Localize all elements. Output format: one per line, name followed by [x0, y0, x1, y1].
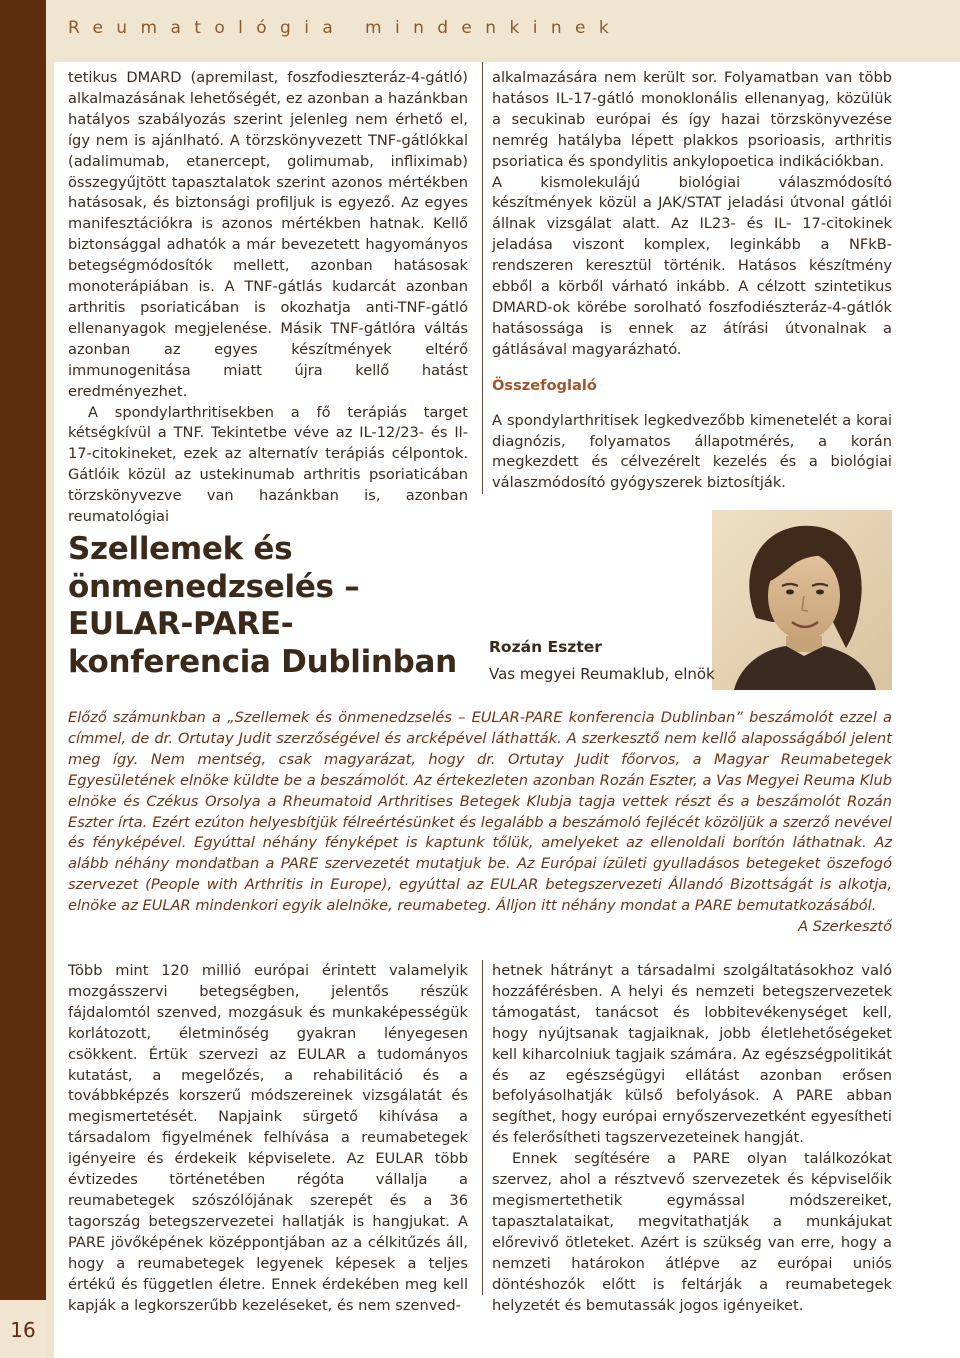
- bottom-right-column: [492, 961, 892, 1316]
- paragraph: A kismolekulájú biológiai válaszmódosító készítmények közül a JAK/STAT jeladási útvonal gátlói állnak vizsgálat alatt. Az IL23- és IL- 17-citokinek jeladása viszont komplex, leginkább a NFkB-rendszeren keresztül történik. Hatásos készítmény ebből a körből várható inkább. A célzott szintetikus DMARD-ok körébe sorolható foszfodiészteráz-4-gátlók hatásossága is ennek az átírási útvonalnak a gátlásával magyarázható.: [492, 173, 892, 358]
- page-number: 16: [10, 1318, 36, 1342]
- editor-signature: A Szerkesztő: [798, 918, 892, 936]
- editor-note-text: Előző számunkban a „Szellemek és önmenedzselés – EULAR-PARE konferencia Dublinban” beszámolót ezzel a címmel, de dr. Ortutay Judit szerzőségével és arcképével láthatták. A szerkesztő nem kellő alaposságából jelent meg így. Nem mentség, csak magyarázat, hogy dr. Ortutay Judit főorvos, a Magyar Reumabetegek Egyesületének elnöke küldte be a beszámolót. Az értekezleten azonban Rozán Eszter, a Vas Megyei Reuma Klub elnöke és Czékus Orsolya a Rheumatoid Arthritises Betegek Klubja tagja vettek részt és a beszámolót Rozán Eszter írta. Ezért ezúton helyesbítjük félreértésünket és legalább a beszámoló fejlécét közöljük a szerző nevével és fényképével. Egyúttal néhány fényképet is kaptunk tőlük, amelyeket az ellenoldali borítón láthatnak. Az alább néhány mondatban a PARE szervezetét mutatjuk be. Az Európai ízületi gyulladásos betegeket öszefogó szervezet (People with Arthritis in Europe), egyúttal az EULAR betegszervezeti Állandó Bizottságát is alkotja, elnöke az EULAR mindenkori egyik alelnöke, reumabeteg. Álljon itt néhány mondat a PARE bemutatkozásából.: [68, 709, 892, 915]
- paragraph: tetikus DMARD (apremilast, foszfodieszteráz-4-gátló) alkalmazásának lehetőségét, ez azonban a hazánkban hatályos szabályozás szerint jelenleg nem érhető el, így nem is ajánlható. A törzskönyvezett TNF-gátlókkal (adalimumab, etanercept, golimumab, infliximab) összegyűjtött tapasztalatok szerint azonos mértékben hatásosak, és biztonsági profiljuk is egyező. Az egyes manifesztációkra is azonos mértékben hatnak. Kellő biztonsággal adhatók a már bevezetett hagyományos betegségmódosítók mellett, azonban hatásosak monoterápiában is. A TNF-gátlás kudarcát azonban arthritis psoriaticában is okozhatja anti-TNF-gátló ellenanyagok megjelenése. Másik TNF-gátlóra váltás azonban az egyes készítmények eltérő immunogenitása miatt újra kellő hatást eredményezhet.: [68, 69, 468, 400]
- sidebar-band: [0, 0, 46, 1358]
- author-name: Rozán Eszter: [489, 638, 602, 656]
- paragraph: hetnek hátrányt a társadalmi szolgáltatásokhoz való hozzáférésben. A helyi és nemzeti betegszervezetek támogatást, tanácsot és lobbitevékenységet kell, hogy nyújtsanak tagjaiknak, jobb életlehetőségeket kell kiharcolniuk tagjaik számára. Az egészségpolitikát és az egészségügyi ellátást azonban erősen befolyásolhatják külső befolyások. A PARE abban segíthet, hogy európai ernyőszervezetként egyesítheti és felerősítheti tagszervezeteinek hangját.: [492, 962, 892, 1147]
- article-title: Szellemek és önmenedzselés – EULAR-PARE-konferencia Dublinban: [68, 531, 457, 680]
- author-photo: [712, 510, 892, 690]
- paragraph: A spondylarthritisek legkedvezőbb kimenetelét a korai diagnózis, folyamatos állapotmérés, a korán megkezdett és célvezérelt kezelés és a biológiai válaszmódosító gyógyszerek biztosítják.: [492, 411, 892, 492]
- column-divider: [482, 62, 483, 494]
- bottom-left-column: [68, 961, 468, 1316]
- column-divider: [482, 960, 483, 1295]
- paragraph: alkalmazására nem került sor. Folyamatban van több hatásos IL-17-gátló monoklonális ellenanyag, közülük a secukinab európai és így hazai törzskönyvezése nemrég hatályba lépett plakkos psorioasis, arthritis psoriatica és spondylitis ankylopoetica indikációkban.: [492, 69, 892, 170]
- paragraph: A spondylarthritisekben a fő terápiás target kétségkívül a TNF. Tekintetbe véve az IL-12/23- és Il-17-citokineket, ezek az alternatív terápiás célpontok. Gátlóik közül az ustekinumab arthritis psoriaticában törzskönyvezve van hazánkban is, azonban reumatológiai: [68, 403, 468, 526]
- author-role: Vas megyei Reumaklub, elnök: [489, 665, 715, 683]
- paragraph: Több mint 120 millió európai érintett valamelyik mozgásszervi betegségben, jelentős részük fájdalomtól szenved, mozgásuk és munkaképességük korlátozott, életminőség gyakran lényegesen csökkent. Értük szervezi az EULAR a tudományos kutatást, a megelőzés, a rehabilitáció és a továbbképzés korszerű módszereinek vizsgálatát és megismertetését. Napjaink sürgető kihívása a társadalom figyelmének felhívása a reumabetegek igényeire és érdekeik képviselete. Az EULAR több évtizedes történetében régóta vállalja a reumabetegek szószólójának szerepét és a 36 tagország betegszervezetei hallatják is hangjukat. A PARE jövőképének középpontjában az a célkitűzés áll, hogy a reumabetegek legyenek képesek a teljes értékű és független életre. Ennek érdekében meg kell kapják a legkorszerűbb kezeléseket, és nem szenved-: [68, 962, 468, 1314]
- running-header: Reumatológia mindenkinek: [68, 18, 623, 38]
- editor-note: [68, 708, 892, 938]
- margin-band: [46, 62, 54, 1358]
- section-heading: Összefoglaló: [492, 376, 597, 394]
- paragraph: Ennek segítésére a PARE olyan találkozókat szervez, ahol a résztvevő szervezetek és képviselőik megismertethetik egymással módszereiket, tapasztalataikat, megvitathatják a munkájukat előrevivő ötleteket. Azért is szükség van erre, hogy a nemzeti határokon átlépve az európai uniós döntéshozók előtt is feltárják a reumabetegek helyzetét és bemutassák jogos igényeiket.: [492, 1150, 892, 1314]
- top-right-column: [492, 68, 892, 494]
- top-left-column: [68, 68, 468, 528]
